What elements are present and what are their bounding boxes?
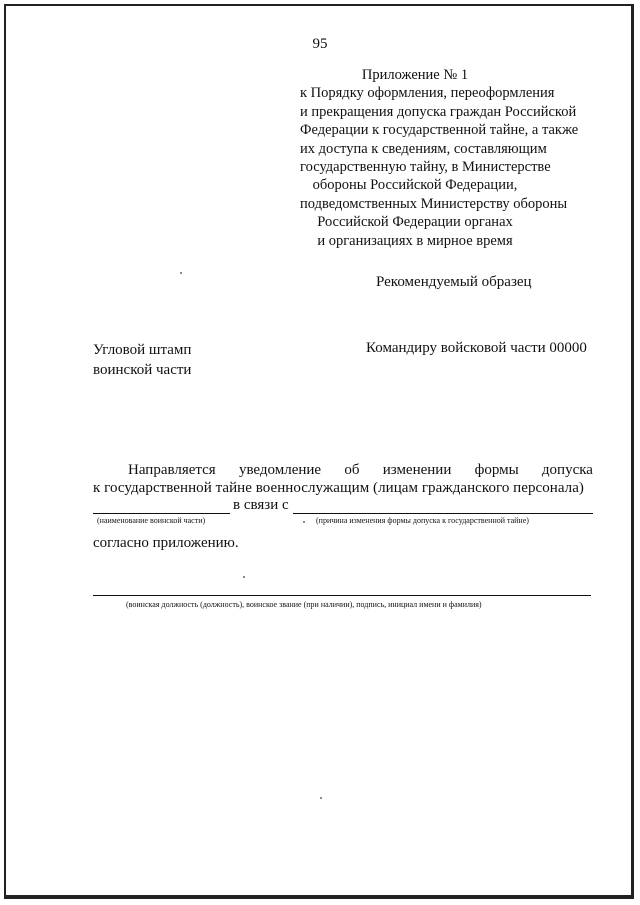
- appendix-line: Федерации к государственной тайне, а также: [300, 122, 579, 139]
- body-word: Направляется: [128, 462, 216, 478]
- body-word: изменении: [382, 462, 452, 478]
- body-word: об: [344, 462, 360, 478]
- appendix-line: Российской Федерации органах: [317, 214, 513, 231]
- appendix-line: государственную тайну, в Министерстве: [300, 159, 551, 176]
- body-line-2: к государственной тайне военнослужащим (лицам гражданского персонала): [93, 480, 584, 496]
- sample-label: Рекомендуемый образец: [376, 274, 532, 290]
- appendix-header: [300, 66, 579, 250]
- scan-speck: [243, 576, 245, 578]
- signature-caption: (воинская должность (должность), воинское звание (при наличии), подпись, инициал имени и фамилия): [126, 600, 482, 609]
- signature-field[interactable]: [93, 595, 591, 596]
- stamp-line-1: Угловой штамп: [93, 342, 192, 358]
- body-word: уведомление: [238, 462, 322, 478]
- appendix-line: подведомственных Министерству обороны: [300, 195, 568, 212]
- body-line-1: [128, 462, 593, 479]
- appendix-line: и организациях в мирное время: [317, 232, 513, 249]
- reason-caption: (причина изменения формы допуска к государственной тайне): [316, 516, 529, 525]
- appendix-line: к Порядку оформления, переоформления: [300, 85, 555, 102]
- in-connection-text: в связи с: [233, 497, 289, 513]
- body-word: формы: [474, 462, 519, 478]
- scan-speck: [303, 521, 305, 523]
- unit-name-field[interactable]: [93, 513, 230, 514]
- reason-field[interactable]: [293, 513, 593, 514]
- scan-speck: [180, 272, 182, 274]
- appendix-line: их доступа к сведениям, составляющим: [300, 140, 547, 157]
- appendix-line: обороны Российской Федерации,: [312, 177, 518, 194]
- page-number: 95: [312, 36, 328, 52]
- appendix-line: и прекращения допуска граждан Российской: [300, 103, 577, 120]
- stamp-line-2: воинской части: [93, 362, 192, 378]
- body-word: допуска: [541, 462, 593, 478]
- unit-name-caption: (наименование воинской части): [97, 516, 206, 525]
- scan-speck: [320, 797, 322, 799]
- body-line-3: [93, 497, 593, 517]
- according-text: согласно приложению.: [93, 535, 239, 551]
- appendix-line: Приложение № 1: [361, 67, 469, 83]
- addressee: Командиру войсковой части 00000: [366, 340, 587, 356]
- corner-stamp-label: [93, 340, 191, 380]
